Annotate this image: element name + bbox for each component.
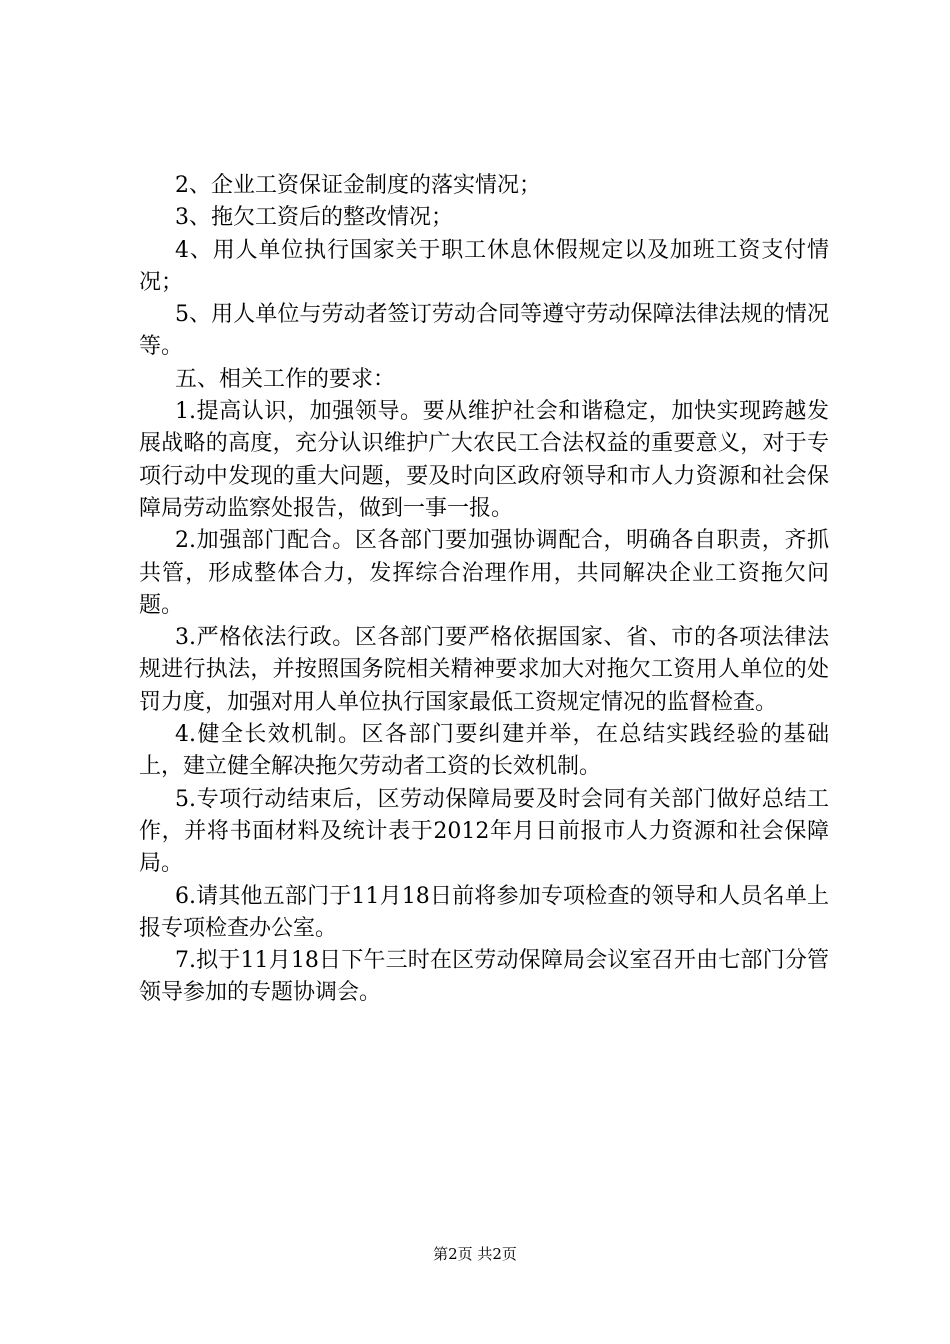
document-body <box>139 170 829 1010</box>
page-number-label: 第2页 共2页 <box>433 1245 517 1263</box>
requirement-4: 4.健全长效机制。区各部门要纠建并举，在总结实践经验的基础上，建立健全解决拖欠劳动者工资的长效机制。 <box>139 722 829 780</box>
list-item-wage-deposit: 2、企业工资保证金制度的落实情况； <box>175 173 541 198</box>
requirement-3: 3.严格依法行政。区各部门要严格依据国家、省、市的各项法律法规进行执法，并按照国务院相关精神要求加大对拖欠工资用人单位的处罚力度，加强对用人单位执行国家最低工资规定情况的监督检查。 <box>139 625 829 715</box>
requirement-2: 2.加强部门配合。区各部门要加强协调配合，明确各自职责，齐抓共管，形成整体合力，发挥综合治理作用，共同解决企业工资拖欠问题。 <box>139 528 829 618</box>
requirement-7: 7.拟于11月18日下午三时在区劳动保障局会议室召开由七部门分管领导参加的专题协调会。 <box>139 948 829 1006</box>
requirement-1: 1.提高认识，加强领导。要从维护社会和谐稳定，加快实现跨越发展战略的高度，充分认识维护广大农民工合法权益的重要意义，对于专项行动中发现的重大问题，要及时向区政府领导和市人力资源和社会保障局劳动监察处报告，做到一事一报。 <box>139 399 829 521</box>
requirement-5: 5.专项行动结束后，区劳动保障局要及时会同有关部门做好总结工作，并将书面材料及统计表于2012年月日前报市人力资源和社会保障局。 <box>139 786 829 877</box>
requirement-6: 6.请其他五部门于11月18日前将参加专项检查的领导和人员名单上报专项检查办公室。 <box>139 883 829 941</box>
page-footer <box>0 1244 950 1264</box>
section-heading-requirements: 五、相关工作的要求： <box>175 366 396 392</box>
list-item-rectification: 3、拖欠工资后的整改情况； <box>175 205 453 231</box>
list-item-labor-contract: 5、用人单位与劳动者签订劳动合同等遵守劳动保障法律法规的情况等。 <box>139 302 829 360</box>
list-item-rest-overtime: 4、用人单位执行国家关于职工休息休假规定以及加班工资支付情况； <box>139 237 829 295</box>
